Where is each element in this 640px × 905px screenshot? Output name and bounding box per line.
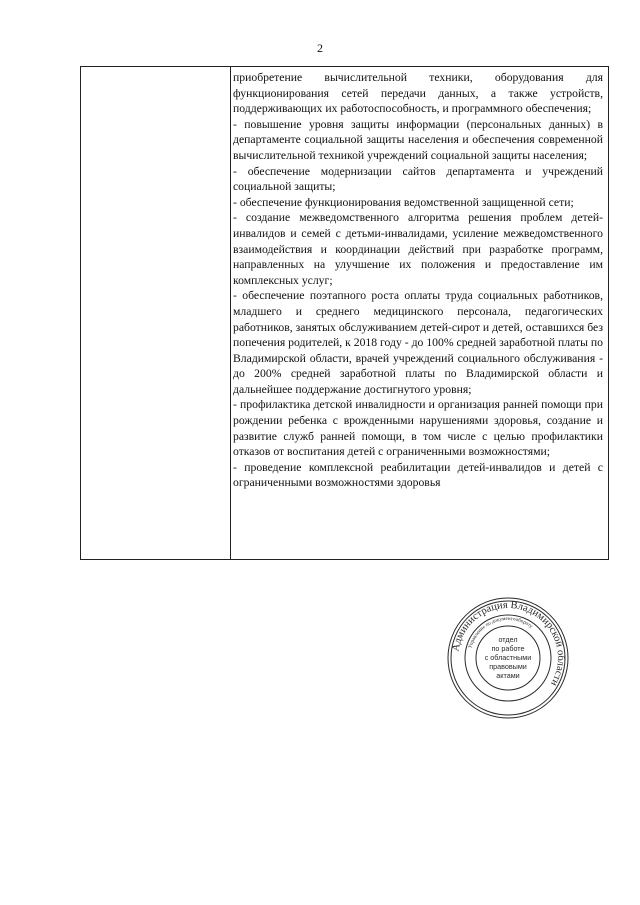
stamp-inner-text: Управление по документообороту — [467, 615, 534, 650]
page-number: 2 — [317, 41, 323, 55]
official-stamp — [446, 596, 570, 720]
stamp-center-line: с областными — [484, 653, 532, 662]
table-right-cell — [233, 70, 603, 491]
stamp-center-line: актами — [496, 671, 520, 680]
table-left-cell — [81, 67, 231, 559]
document-table — [80, 66, 609, 560]
table-paragraph: приобретение вычислительной техники, оборудования для функционирования сетей передачи данных, а также устройств, поддерживающих их работоспособность, и программного обеспечения; — [233, 71, 603, 116]
table-paragraph: - обеспечение модернизации сайтов департамента и учреждений социальной защиты; — [233, 164, 603, 194]
table-paragraph: - создание межведомственного алгоритма решения проблем детей-инвалидов и семей с детьми-инвалидами, усиление межведомственного взаимодействия и координации действий при разработке программ, направленных на улучшение их положения и предоставление им комплексных услуг; — [233, 211, 603, 287]
stamp-center-line: по работе — [491, 644, 525, 653]
table-paragraph: - повышение уровня защиты информации (персональных данных) в департаменте социальной защиты населения и обеспечения современной вычислительной техникой учреждений социальной защиты населения; — [233, 117, 603, 162]
table-paragraph: - профилактика детской инвалидности и организация ранней помощи при рождении ребенка с врожденными нарушениями здоровья, создание и развитие служб ранней помощи, в том числе с целью профилактики отказов от воспитания детей с ограниченными возможностями; — [233, 398, 603, 459]
stamp-seal-icon — [446, 596, 570, 720]
table-paragraph: - обеспечение поэтапного роста оплаты труда социальных работников, младшего и среднего медицинского персонала, педагогических работников, занятых обслуживанием детей-сирот и детей, оставшихся без попечения родителей, к 2018 году - до 100% средней заработной платы по Владимирской области, врачей учреждений социального обслуживания - до 200% средней заработной платы по Владимирской области и дальнейшее поддержание достигнутого уровня; — [233, 289, 603, 396]
stamp-center-line: правовыми — [489, 662, 527, 671]
stamp-outer-text: Администрация Владимирской области — [450, 599, 567, 688]
stamp-center-line: отдел — [498, 635, 518, 644]
table-paragraph: - проведение комплексной реабилитации детей-инвалидов и детей с ограниченными возможностями здоровья — [233, 460, 603, 490]
table-paragraph: - обеспечение функционирования ведомственной защищенной сети; — [233, 195, 574, 209]
